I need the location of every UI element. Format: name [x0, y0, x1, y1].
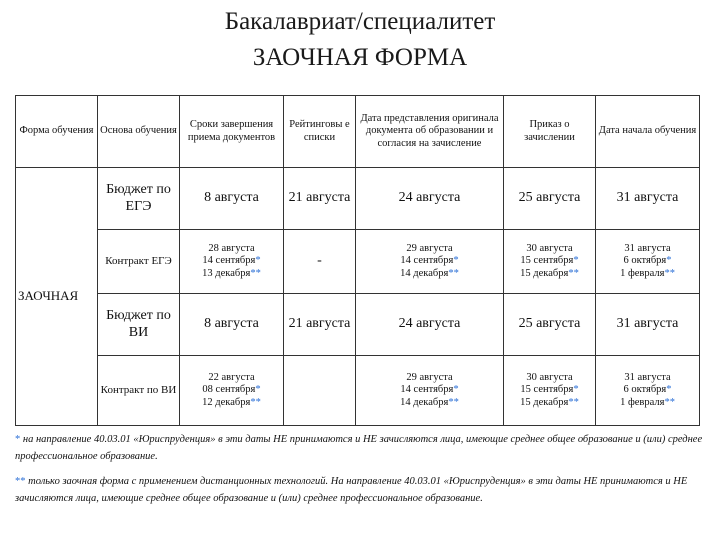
header-ratings: Рейтинговы е списки [284, 96, 356, 168]
basis-cell: Бюджет по ЕГЭ [98, 168, 180, 230]
footnote-star: ** [664, 396, 675, 408]
date-line: 22 августа [208, 372, 255, 384]
header-start: Дата начала обучения [596, 96, 700, 168]
date-line: 12 декабря** [202, 396, 261, 408]
date-line: 28 августа [208, 243, 255, 255]
date-line: 8 августа [204, 190, 259, 206]
date-line: 15 декабря** [520, 267, 579, 279]
date-line: 15 декабря** [520, 396, 579, 408]
date-line: 15 сентября* [520, 384, 579, 396]
start-cell [596, 294, 700, 356]
deadline-cell [180, 356, 284, 426]
header-original: Дата представления оригинала документа об образовании и согласия на зачисление [356, 96, 504, 168]
date-line: 31 августа [616, 316, 679, 332]
order-cell [504, 294, 596, 356]
form-cell-zaochnaya: ЗАОЧНАЯ [16, 168, 98, 426]
date-line: 13 декабря** [202, 267, 261, 279]
header-order: Приказ о зачислении [504, 96, 596, 168]
header-deadline: Сроки завершения приема документов [180, 96, 284, 168]
start-cell [596, 230, 700, 294]
original-cell [356, 230, 504, 294]
ratings-cell [284, 356, 356, 426]
table-row [16, 168, 700, 230]
footnote-star: * [453, 255, 459, 267]
footnote-star: * [453, 384, 459, 396]
header-row [16, 96, 700, 168]
table-row [16, 230, 700, 294]
footnote-star: * [255, 255, 261, 267]
original-cell [356, 168, 504, 230]
footnote-star: * [666, 255, 672, 267]
date-line: 14 декабря** [400, 267, 459, 279]
deadline-cell [180, 230, 284, 294]
basis-cell: Контракт по ВИ [98, 356, 180, 426]
date-line: 31 августа [616, 190, 679, 206]
footnote-text: на направление 40.03.01 «Юриспруденция» в эти даты НЕ принимаются и НЕ зачисляются лица, имеющие среднее общее образование и (или) среднее профессиональное образование. [15, 434, 703, 462]
footnote-star: * [573, 255, 579, 267]
date-line: 30 августа [526, 372, 573, 384]
header-form: Форма обучения [16, 96, 98, 168]
order-cell [504, 356, 596, 426]
page-title: Бакалавриат/специалитет [224, 8, 496, 35]
footnote-star: * [666, 384, 672, 396]
ratings-cell: 21 августа [284, 168, 356, 230]
date-line: 08 сентября* [202, 384, 261, 396]
date-line: 15 сентября* [520, 255, 579, 267]
date-line: 8 августа [204, 316, 259, 332]
ratings-cell: 21 августа [284, 294, 356, 356]
footnote-double-star [15, 474, 705, 508]
footnote-star: ** [250, 267, 261, 279]
footnote-single-star [15, 432, 705, 466]
date-line: 29 августа [406, 372, 453, 384]
date-line: 30 августа [526, 243, 573, 255]
date-line: 14 сентября* [400, 384, 459, 396]
footnote-star: ** [448, 267, 459, 279]
deadline-cell [180, 294, 284, 356]
original-cell [356, 356, 504, 426]
order-cell [504, 168, 596, 230]
page-subtitle: ЗАОЧНАЯ ФОРМА [252, 44, 468, 71]
date-line: 31 августа [624, 372, 671, 384]
footnote-star: * [573, 384, 579, 396]
date-line: 14 сентября* [400, 255, 459, 267]
date-line: 29 августа [406, 243, 453, 255]
basis-cell: Контракт ЕГЭ [98, 230, 180, 294]
footnote-mark: ** [15, 476, 26, 487]
date-line: 1 февраля** [620, 267, 675, 279]
footnote-text: только заочная форма с применением дистанционных технологий. На направление 40.03.01 «Юриспруденция» в эти даты НЕ принимаются и НЕ зачисляются лица, имеющие среднее общее образование и (или) среднее профессиональное образование. [15, 476, 688, 504]
footnote-star: * [255, 384, 261, 396]
order-cell [504, 230, 596, 294]
deadline-cell [180, 168, 284, 230]
date-line: 1 февраля** [620, 396, 675, 408]
admission-schedule-table [15, 95, 700, 426]
date-line: 25 августа [518, 316, 581, 332]
original-cell [356, 294, 504, 356]
footnote-star: ** [250, 396, 261, 408]
date-line: 14 сентября* [202, 255, 261, 267]
table-row [16, 356, 700, 426]
date-line: 6 октября* [623, 384, 672, 396]
header-basis: Основа обучения [98, 96, 180, 168]
footnote-star: ** [664, 267, 675, 279]
table-row [16, 294, 700, 356]
footnote-star: ** [568, 396, 579, 408]
start-cell [596, 168, 700, 230]
date-line: 31 августа [624, 243, 671, 255]
footnote-star: ** [448, 396, 459, 408]
date-line: 24 августа [398, 190, 461, 206]
basis-cell: Бюджет по ВИ [98, 294, 180, 356]
date-line: 6 октября* [623, 255, 672, 267]
date-line: 25 августа [518, 190, 581, 206]
start-cell [596, 356, 700, 426]
footnote-star: ** [568, 267, 579, 279]
ratings-cell: - [284, 230, 356, 294]
date-line: 14 декабря** [400, 396, 459, 408]
date-line: 24 августа [398, 316, 461, 332]
footnote-mark: * [15, 434, 21, 445]
